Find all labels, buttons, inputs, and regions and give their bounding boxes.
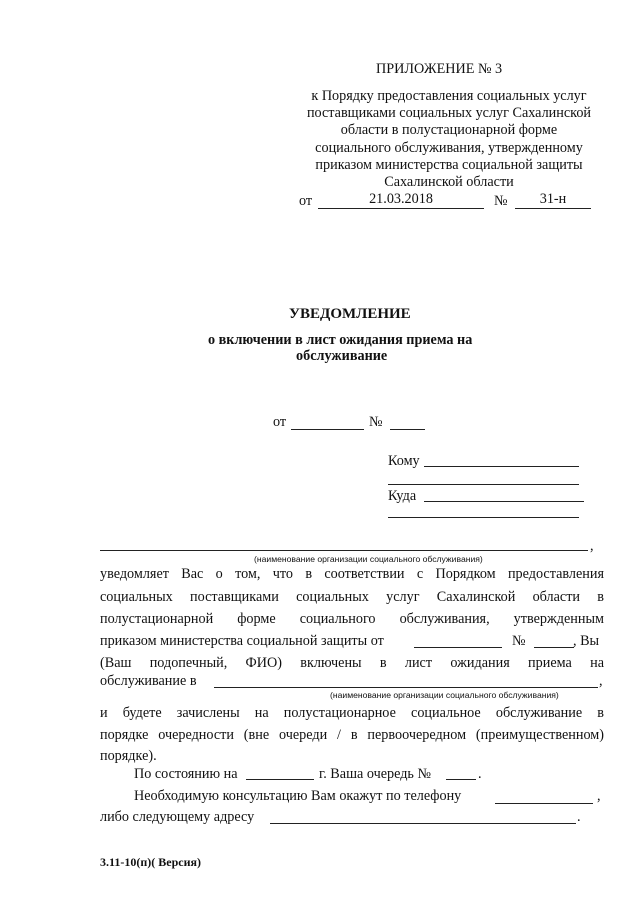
queue-date-field[interactable] (246, 779, 314, 780)
queue-number-field[interactable] (446, 779, 476, 780)
appendix-title: ПРИЛОЖЕНИЕ № 3 (376, 61, 503, 77)
body-p1-line-5: (Ваш подопечный, ФИО) включены в лист ожидания приема на (100, 655, 604, 671)
queue-status-label: По состоянию на (134, 766, 238, 782)
form-code: 3.11-10(п)( Версия) (100, 855, 201, 869)
appendix-line-2: поставщиками социальных услуг Сахалинской (306, 105, 592, 121)
appendix-number-underline (515, 208, 591, 209)
appendix-line-6: Сахалинской области (384, 174, 514, 190)
body-p2-line-3: порядке). (100, 748, 157, 764)
doc-date-field[interactable] (291, 429, 364, 430)
body-p1-line-4a: приказом министерства социальной защиты от (100, 633, 384, 649)
consult-address-label: либо следующему адресу (100, 809, 255, 825)
appendix-date-label: от (299, 193, 313, 209)
order-date-field[interactable] (414, 647, 502, 648)
appendix-number-label: № (494, 193, 508, 209)
where-label: Куда (388, 488, 417, 504)
appendix-line-5: приказом министерства социальной защиты (315, 157, 583, 173)
body-p2-line-2: порядке очередности (вне очереди / в первоочередном (преимущественном) (100, 727, 604, 743)
org-name-field-2[interactable] (214, 687, 598, 688)
queue-period: . (478, 766, 482, 782)
body-p1-line-6b: , (599, 673, 603, 689)
doc-number-label: № (369, 414, 383, 430)
doc-from-label: от (273, 414, 287, 430)
appendix-date-underline (318, 208, 484, 209)
consult-address-field[interactable] (270, 823, 576, 824)
consult-phone-label: Необходимую консультацию Вам окажут по телефону (134, 788, 462, 804)
body-p1-line-6a: обслуживание в (100, 673, 197, 689)
notice-subtitle-1: о включении в лист ожидания приема на (208, 332, 473, 348)
org-caption: (наименование организации социального обслуживания) (254, 554, 483, 564)
appendix-number-value: 31-н (539, 191, 567, 207)
to-label: Кому (388, 453, 420, 469)
body-p1-line-2: социальных поставщиками социальных услуг Сахалинской области в (100, 589, 604, 605)
body-p1-line-3: полустационарной форме социального обслуживания, утвержденным (100, 611, 604, 627)
body-p1-line-4c: , Вы (573, 633, 600, 649)
notice-title: УВЕДОМЛЕНИЕ (289, 306, 411, 322)
where-field-1[interactable] (424, 501, 584, 502)
body-p1-line-1: уведомляет Вас о том, что в соответствии с Порядком предоставления (100, 566, 604, 582)
appendix-date-value: 21.03.2018 (369, 191, 433, 207)
order-number-field[interactable] (534, 647, 574, 648)
consult-phone-field[interactable] (495, 803, 593, 804)
appendix-line-4: социального обслуживания, утвержденному (315, 140, 583, 156)
queue-number-label: г. Ваша очередь № (319, 766, 431, 782)
where-field-2[interactable] (388, 517, 579, 518)
body-p1-line-4b: № (512, 633, 526, 649)
appendix-line-1: к Порядку предоставления социальных услуг (311, 88, 587, 104)
consult-phone-comma: , (597, 788, 601, 804)
notice-subtitle-2: обслуживание (296, 348, 388, 364)
org-comma: , (590, 538, 594, 554)
org-name-field[interactable] (100, 550, 588, 551)
org-caption-2: (наименование организации социального обслуживания) (330, 690, 559, 700)
body-p2-line-1: и будете зачислены на полустационарное социальное обслуживание в (100, 705, 604, 721)
doc-number-field[interactable] (390, 429, 425, 430)
appendix-line-3: области в полустационарной форме (340, 122, 558, 138)
consult-address-period: . (577, 809, 581, 825)
to-field-1[interactable] (424, 466, 579, 467)
to-field-2[interactable] (388, 484, 579, 485)
